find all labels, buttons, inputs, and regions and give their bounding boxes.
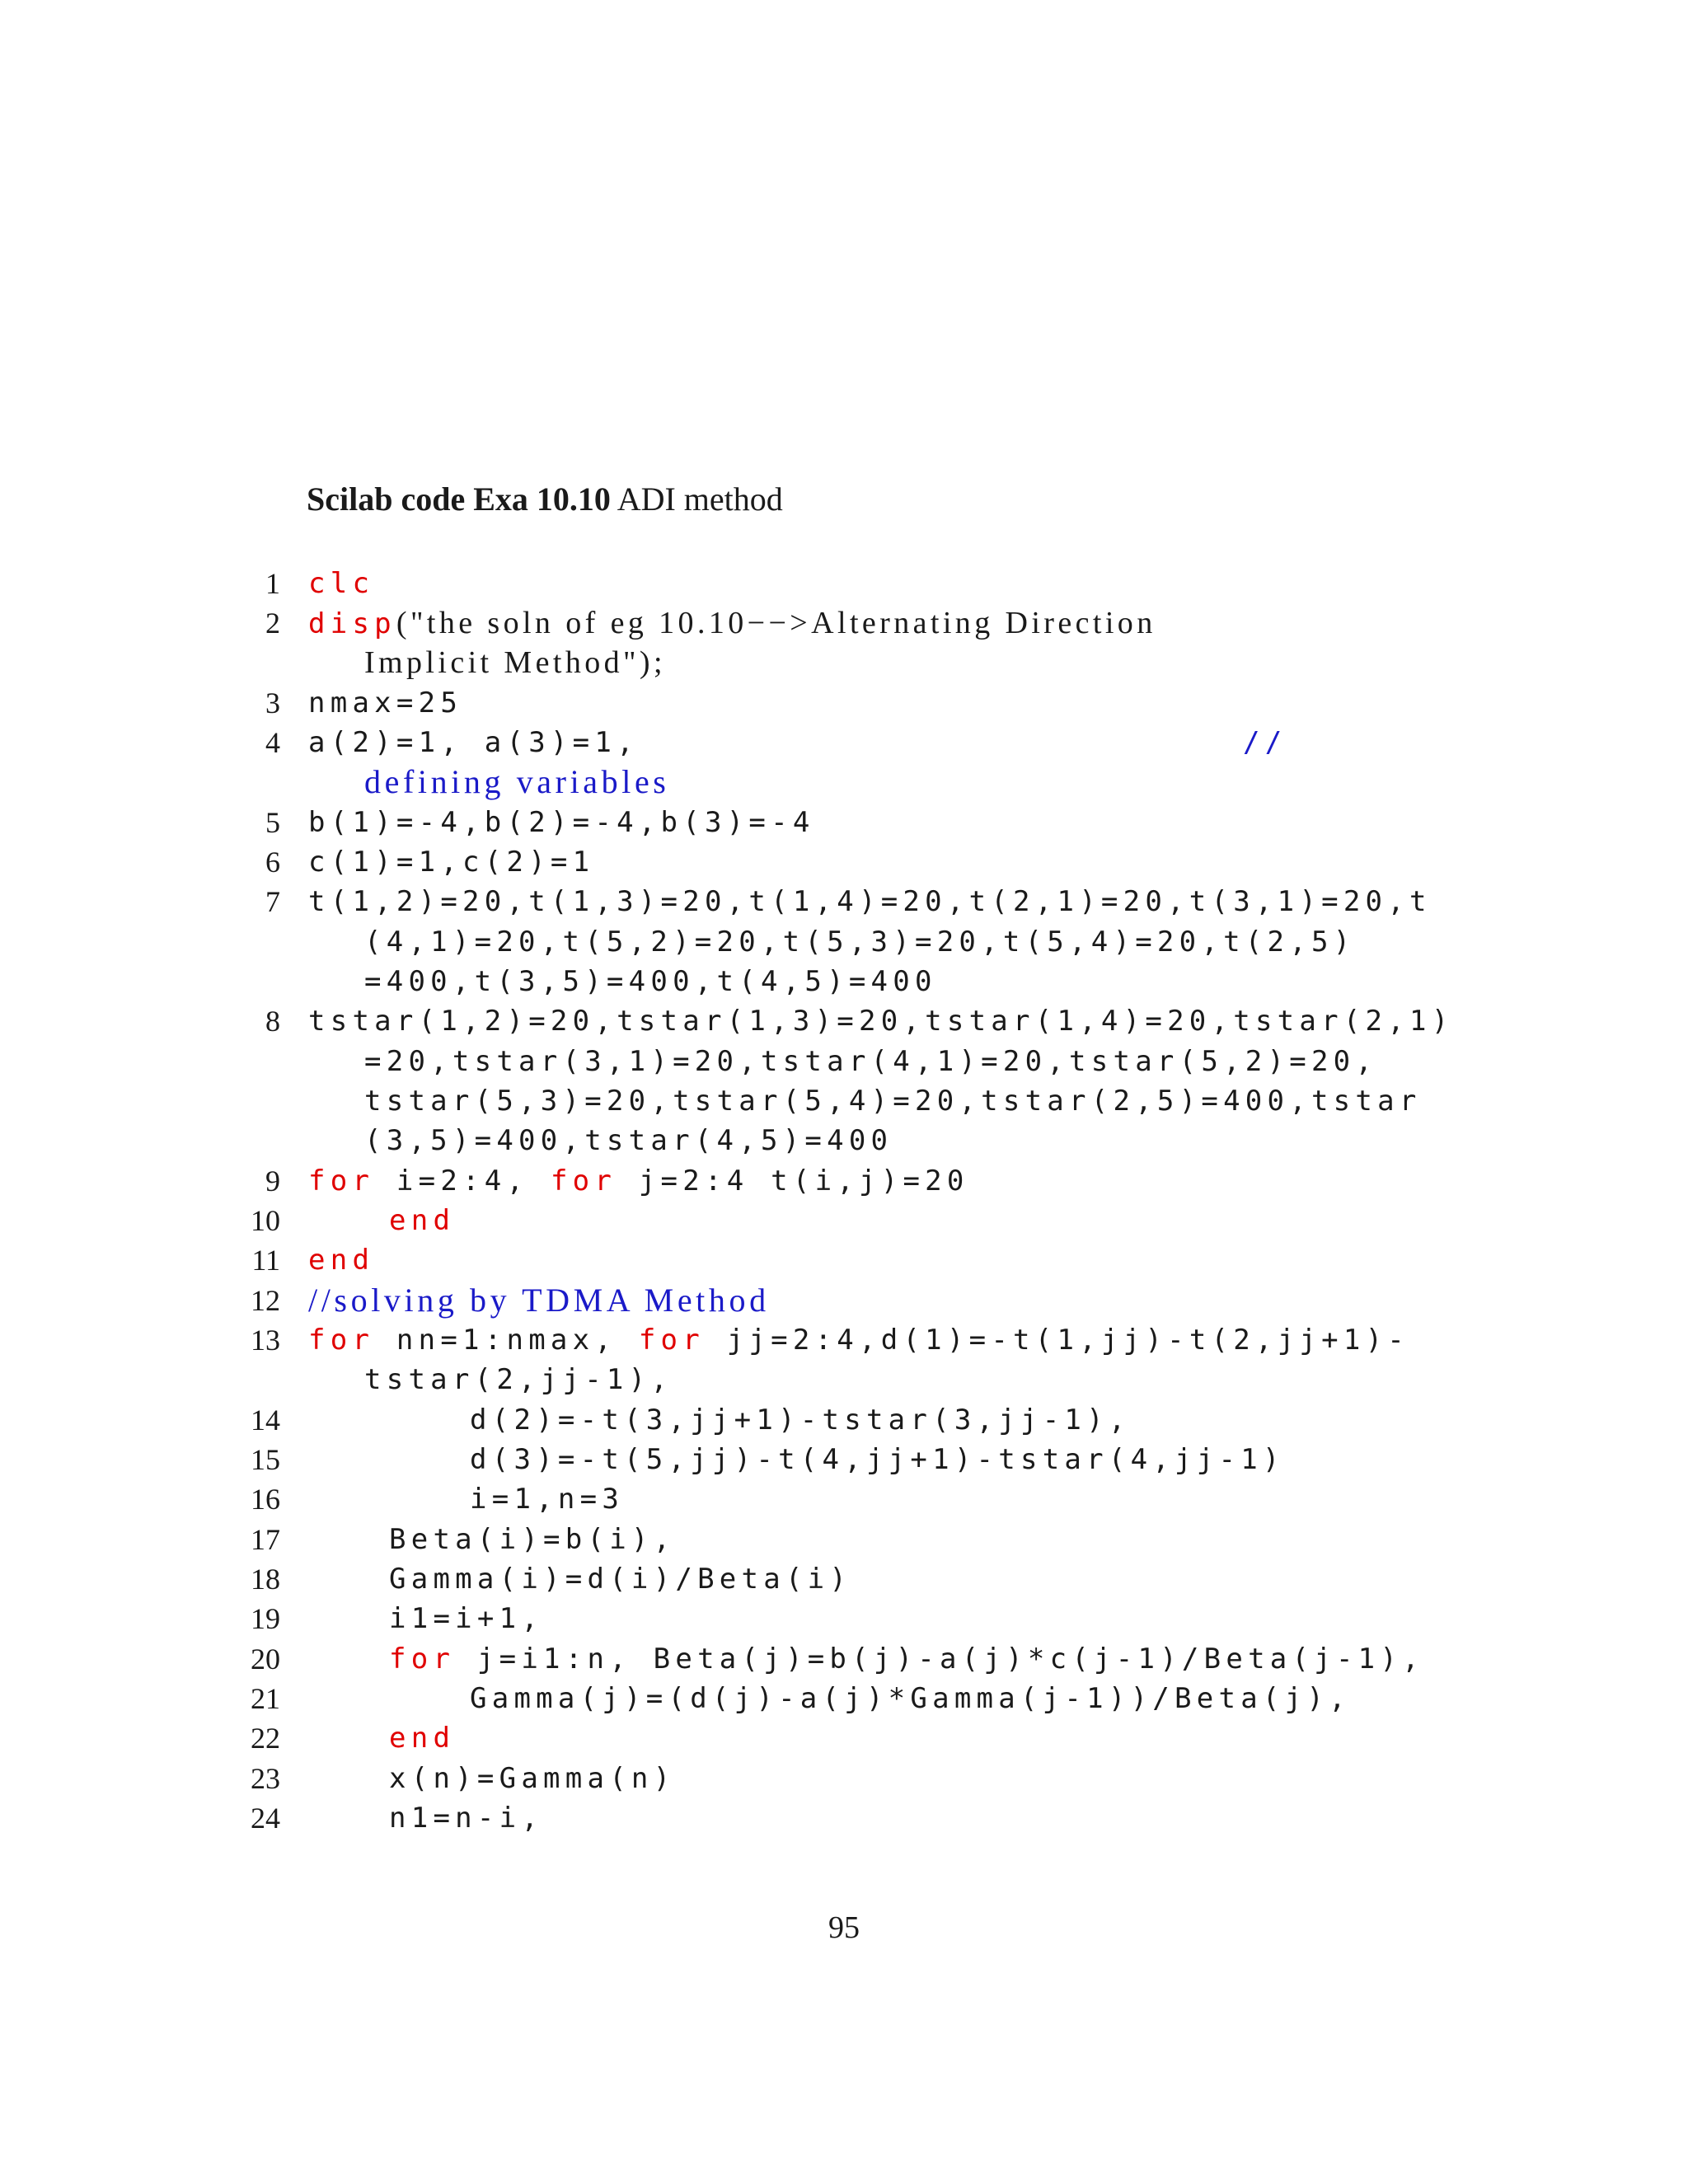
- code-text: [308, 603, 1156, 644]
- line-number: 5: [265, 806, 280, 839]
- code-line: [0, 1559, 1688, 1599]
- code-fragment: jj=2:4,d(1)=-t(1,jj)-t(2,jj+1)-: [704, 1324, 1410, 1357]
- code-text: Beta(i)=b(i),: [389, 1523, 676, 1556]
- line-number: 10: [251, 1204, 280, 1237]
- line-number: 3: [265, 687, 280, 719]
- code-text: =400,t(3,5)=400,t(4,5)=400: [364, 965, 937, 998]
- line-number: 9: [265, 1165, 280, 1197]
- line-number: 7: [265, 885, 280, 918]
- listing-label: Scilab code Exa 10.10: [307, 480, 611, 518]
- code-line: [0, 1759, 1688, 1798]
- code-line: [0, 1639, 1688, 1679]
- code-line: [0, 1320, 1688, 1360]
- code-fragment: nn=1:nmax,: [374, 1324, 639, 1357]
- line-number: 18: [251, 1563, 280, 1596]
- code-line: [0, 1201, 1688, 1240]
- code-line: [0, 1281, 1688, 1320]
- code-fragment: i=2:4,: [374, 1165, 551, 1197]
- line-number: 21: [251, 1682, 280, 1715]
- comment: defining variables: [364, 763, 670, 800]
- code-text: [308, 1320, 1409, 1360]
- code-text: (4,1)=20,t(5,2)=20,t(5,3)=20,t(5,4)=20,t(2,5): [364, 926, 1356, 958]
- code-line: [0, 1599, 1688, 1638]
- code-continuation: [0, 962, 1688, 1001]
- code-line: [0, 723, 1688, 762]
- line-number: 19: [251, 1602, 280, 1635]
- code-continuation: [0, 1042, 1688, 1081]
- code-line: [0, 683, 1688, 723]
- code-continuation: [0, 1121, 1688, 1160]
- line-number: 12: [251, 1284, 280, 1317]
- code-text: n1=n-i,: [389, 1802, 544, 1835]
- code-line: [0, 842, 1688, 882]
- code-text: [389, 1639, 1424, 1679]
- code-text: [308, 1161, 969, 1201]
- line-number: 13: [251, 1324, 280, 1357]
- code-line: [0, 1520, 1688, 1559]
- line-number: 2: [265, 607, 280, 640]
- code-line: [0, 882, 1688, 921]
- code-text: =20,tstar(3,1)=20,tstar(4,1)=20,tstar(5,2)=20,: [364, 1045, 1378, 1078]
- keyword: for: [308, 1165, 375, 1197]
- line-number: 16: [251, 1483, 280, 1516]
- code-continuation: [0, 643, 1688, 682]
- code-line: [0, 1679, 1688, 1718]
- string-literal: Implicit Method");: [364, 645, 666, 680]
- code-continuation: [0, 922, 1688, 962]
- line-number: 23: [251, 1762, 280, 1795]
- code-line: [0, 1240, 1688, 1280]
- code-text: clc: [308, 567, 375, 600]
- line-number: 17: [251, 1523, 280, 1556]
- code-line: [0, 1479, 1688, 1519]
- code-continuation: [0, 1360, 1688, 1399]
- keyword: for: [550, 1165, 617, 1197]
- code-text: Gamma(j)=(d(j)-a(j)*Gamma(j-1))/Beta(j),: [470, 1682, 1351, 1715]
- line-number: 15: [251, 1443, 280, 1476]
- keyword: end: [308, 1244, 375, 1277]
- code-line: [0, 803, 1688, 842]
- code-line: [0, 1440, 1688, 1479]
- keyword: end: [389, 1722, 456, 1755]
- comment: //solving by TDMA Method: [308, 1282, 770, 1319]
- keyword: for: [638, 1324, 705, 1357]
- keyword: end: [389, 1204, 456, 1237]
- code-fragment: j=2:4 t(i,j)=20: [617, 1165, 969, 1197]
- code-fragment: j=i1:n, Beta(j)=b(j)-a(j)*c(j-1)/Beta(j-1),: [455, 1643, 1424, 1675]
- code-text: i=1,n=3: [470, 1483, 625, 1516]
- code-text: nmax=25: [308, 687, 463, 719]
- code-text: b(1)=-4,b(2)=-4,b(3)=-4: [308, 806, 815, 839]
- code-text: (3,5)=400,tstar(4,5)=400: [364, 1124, 893, 1157]
- line-number: 14: [251, 1404, 280, 1436]
- line-number: 11: [251, 1244, 280, 1277]
- keyword: for: [308, 1324, 375, 1357]
- line-number: 24: [251, 1802, 280, 1835]
- code-text: tstar(2,jj-1),: [364, 1363, 673, 1396]
- code-line: [0, 603, 1688, 643]
- code-text: t(1,2)=20,t(1,3)=20,t(1,4)=20,t(2,1)=20,t(3,1)=20,t: [308, 885, 1432, 918]
- code-text: c(1)=1,c(2)=1: [308, 846, 595, 879]
- code-text: i1=i+1,: [389, 1602, 544, 1635]
- line-number: 4: [265, 726, 280, 759]
- line-number: 22: [251, 1722, 280, 1755]
- string-literal: ("the soln of eg 10.10−−>Alternating Direction: [396, 606, 1156, 640]
- code-text: d(2)=-t(3,jj+1)-tstar(3,jj-1),: [470, 1404, 1131, 1436]
- code-text: Gamma(i)=d(i)/Beta(i): [389, 1563, 852, 1596]
- line-number: 6: [265, 846, 280, 879]
- keyword: for: [389, 1643, 456, 1675]
- code-line: [0, 564, 1688, 603]
- comment: //: [1243, 726, 1287, 759]
- code-text: a(2)=1, a(3)=1,: [308, 726, 639, 759]
- code-text: x(n)=Gamma(n): [389, 1762, 676, 1795]
- keyword: disp: [308, 607, 396, 640]
- code-continuation: [0, 762, 1688, 802]
- line-number: 20: [251, 1643, 280, 1675]
- code-line: [0, 1001, 1688, 1041]
- code-line: [0, 1400, 1688, 1440]
- listing-title: ADI method: [617, 480, 783, 518]
- code-text: tstar(5,3)=20,tstar(5,4)=20,tstar(2,5)=400,tstar: [364, 1085, 1422, 1118]
- code-line: [0, 1798, 1688, 1838]
- code-line: [0, 1718, 1688, 1758]
- page-number: 95: [828, 1910, 860, 1945]
- code-text: tstar(1,2)=20,tstar(1,3)=20,tstar(1,4)=20,tstar(2,1): [308, 1005, 1454, 1038]
- code-line: [0, 1161, 1688, 1201]
- line-number: 8: [265, 1005, 280, 1038]
- code-continuation: [0, 1081, 1688, 1121]
- line-number: 1: [265, 567, 280, 600]
- code-text: d(3)=-t(5,jj)-t(4,jj+1)-tstar(4,jj-1): [470, 1443, 1285, 1476]
